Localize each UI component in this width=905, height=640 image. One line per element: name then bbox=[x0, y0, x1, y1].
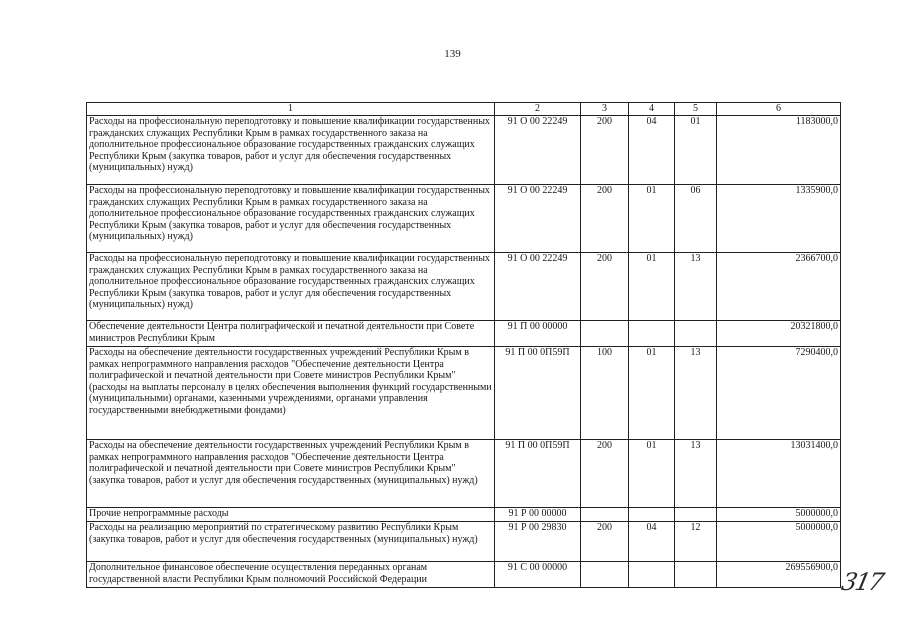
row-amount: 1335900,0 bbox=[717, 185, 841, 253]
row-col5 bbox=[675, 321, 717, 347]
row-col4 bbox=[629, 508, 675, 522]
row-name: Расходы на профессиональную переподготовку и повышение квалификации государственных гражданских служащих Республики Крым в рамках государственного заказа на дополнительное профессиональное образование государственных гражданских служащих Республики Крым (закупка товаров, работ и услуг для обеспечения государственных (муниципальных) нужд) bbox=[87, 185, 495, 253]
row-amount: 5000000,0 bbox=[717, 522, 841, 562]
row-col3 bbox=[581, 321, 629, 347]
row-amount: 7290400,0 bbox=[717, 347, 841, 440]
row-col5: 13 bbox=[675, 347, 717, 440]
row-col4: 04 bbox=[629, 522, 675, 562]
row-code: 91 Р 00 29830 bbox=[495, 522, 581, 562]
row-name: Расходы на реализацию мероприятий по стратегическому развитию Республики Крым (закупка товаров, работ и услуг для обеспечения государственных (муниципальных) нужд) bbox=[87, 522, 495, 562]
row-col4: 01 bbox=[629, 440, 675, 508]
table-row bbox=[87, 185, 841, 253]
table-row bbox=[87, 116, 841, 185]
table-header-row bbox=[87, 103, 841, 116]
row-code: 91 Р 00 00000 bbox=[495, 508, 581, 522]
row-name: Расходы на обеспечение деятельности государственных учреждений Республики Крым в рамках непрограммного направления расходов "Обеспечение деятельности Центра полиграфической и печатной деятельности при Совете министров Республики Крым" (закупка товаров, работ и услуг для обеспечения государственных (муниципальных) нужд) bbox=[87, 440, 495, 508]
table-row bbox=[87, 562, 841, 588]
row-col3 bbox=[581, 562, 629, 588]
row-col3 bbox=[581, 508, 629, 522]
table-row bbox=[87, 321, 841, 347]
row-col4: 01 bbox=[629, 185, 675, 253]
row-col5: 13 bbox=[675, 440, 717, 508]
row-code: 91 О 00 22249 bbox=[495, 185, 581, 253]
column-header: 4 bbox=[629, 103, 675, 116]
page-number: 139 bbox=[444, 48, 461, 60]
column-header: 1 bbox=[87, 103, 495, 116]
table-row bbox=[87, 253, 841, 321]
column-header: 5 bbox=[675, 103, 717, 116]
row-col5: 12 bbox=[675, 522, 717, 562]
row-col3: 200 bbox=[581, 116, 629, 185]
row-code: 91 О 00 22249 bbox=[495, 116, 581, 185]
row-col5: 13 bbox=[675, 253, 717, 321]
row-col5 bbox=[675, 562, 717, 588]
row-code: 91 П 00 0П59П bbox=[495, 347, 581, 440]
row-amount: 2366700,0 bbox=[717, 253, 841, 321]
row-name: Расходы на обеспечение деятельности государственных учреждений Республики Крым в рамках непрограммного направления расходов "Обеспечение деятельности Центра полиграфической и печатной деятельности при Совете министров Республики Крым" (расходы на выплаты персоналу в целях обеспечения выполнения функций государственными (муниципальными) органами, казенными учреждениями, органами управления государственными внебюджетными фондами) bbox=[87, 347, 495, 440]
row-col4 bbox=[629, 321, 675, 347]
row-amount: 13031400,0 bbox=[717, 440, 841, 508]
column-header: 2 bbox=[495, 103, 581, 116]
column-header: 6 bbox=[717, 103, 841, 116]
row-amount: 5000000,0 bbox=[717, 508, 841, 522]
table-row bbox=[87, 440, 841, 508]
row-name: Прочие непрограммные расходы bbox=[87, 508, 495, 522]
table-row bbox=[87, 508, 841, 522]
row-name: Расходы на профессиональную переподготовку и повышение квалификации государственных гражданских служащих Республики Крым в рамках государственного заказа на дополнительное профессиональное образование государственных гражданских служащих Республики Крым (закупка товаров, работ и услуг для обеспечения государственных (муниципальных) нужд) bbox=[87, 116, 495, 185]
row-col3: 200 bbox=[581, 185, 629, 253]
column-header: 3 bbox=[581, 103, 629, 116]
row-code: 91 П 00 0П59П bbox=[495, 440, 581, 508]
table-row bbox=[87, 347, 841, 440]
row-code: 91 О 00 22249 bbox=[495, 253, 581, 321]
budget-table bbox=[86, 102, 841, 588]
row-col3: 100 bbox=[581, 347, 629, 440]
table-row bbox=[87, 522, 841, 562]
row-col5: 01 bbox=[675, 116, 717, 185]
row-code: 91 С 00 00000 bbox=[495, 562, 581, 588]
row-col5 bbox=[675, 508, 717, 522]
row-col3: 200 bbox=[581, 253, 629, 321]
row-name: Дополнительное финансовое обеспечение осуществления переданных органам государственной власти Республики Крым полномочий Российской Федерации bbox=[87, 562, 495, 588]
row-name: Расходы на профессиональную переподготовку и повышение квалификации государственных гражданских служащих Республики Крым в рамках государственного заказа на дополнительное профессиональное образование государственных гражданских служащих Республики Крым (закупка товаров, работ и услуг для обеспечения государственных (муниципальных) нужд) bbox=[87, 253, 495, 321]
row-col4: 01 bbox=[629, 253, 675, 321]
row-col3: 200 bbox=[581, 522, 629, 562]
row-amount: 20321800,0 bbox=[717, 321, 841, 347]
handwritten-page-mark: 317 bbox=[839, 568, 885, 596]
row-amount: 1183000,0 bbox=[717, 116, 841, 185]
row-amount: 269556900,0 bbox=[717, 562, 841, 588]
row-col4 bbox=[629, 562, 675, 588]
row-name: Обеспечение деятельности Центра полиграфической и печатной деятельности при Совете министров Республики Крым bbox=[87, 321, 495, 347]
row-col4: 04 bbox=[629, 116, 675, 185]
row-col4: 01 bbox=[629, 347, 675, 440]
row-col3: 200 bbox=[581, 440, 629, 508]
row-code: 91 П 00 00000 bbox=[495, 321, 581, 347]
row-col5: 06 bbox=[675, 185, 717, 253]
